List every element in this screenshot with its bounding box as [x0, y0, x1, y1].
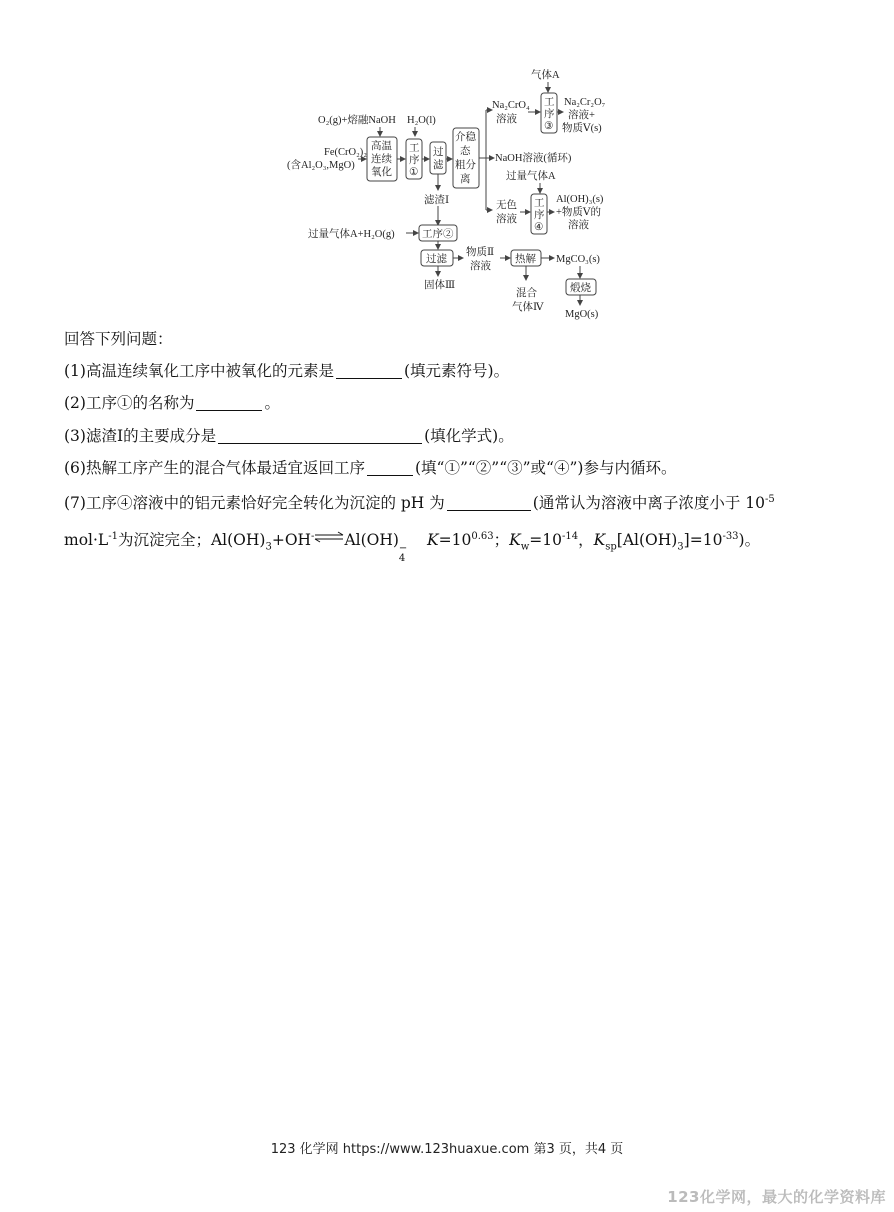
label-meta-3: 粗分	[455, 160, 476, 171]
label-mgco3: MgCO₃(s)	[556, 254, 600, 265]
q3-before: (3)滤渣I的主要成分是	[64, 427, 217, 445]
q7-answer-blank[interactable]	[447, 494, 531, 511]
label-na2cro4: Na₂CrO₄	[492, 100, 530, 111]
q7-k-eq: =10	[438, 531, 472, 550]
q2-answer-blank[interactable]	[196, 394, 262, 411]
q2-after: 。	[264, 394, 280, 412]
q7-k-symbol: K	[427, 531, 439, 550]
q6-before: (6)热解工序产生的混合气体最适宜返回工序	[64, 459, 365, 477]
q7-kw-sub: w	[520, 541, 530, 553]
question-6	[64, 457, 676, 479]
label-na2cr2o7: Na₂Cr₂O₇	[564, 97, 606, 108]
q1-before: (1)高温连续氧化工序中被氧化的元素是	[64, 362, 334, 380]
q7-sub-3: 3	[265, 541, 272, 553]
q7-kw-eq: =10	[529, 531, 562, 550]
label-colorless-sol: 溶液	[496, 214, 517, 225]
q7-kw-exp: -14	[562, 531, 579, 542]
q7-exp-1: -5	[764, 494, 775, 505]
intro-label: 回答下列问题：	[64, 330, 173, 348]
q7-k-exp: 0.63	[471, 531, 494, 542]
label-proc2: 工序②	[422, 229, 454, 240]
label-proc4-2: 序	[534, 210, 545, 221]
label-high-temp-1: 高温	[371, 141, 392, 152]
label-pyrolysis: 热解	[515, 254, 536, 265]
process-flow-diagram	[287, 60, 620, 322]
input-fecro2: Fe(CrO₂)₂	[324, 147, 367, 158]
q1-answer-blank[interactable]	[336, 362, 402, 379]
question-3	[64, 425, 514, 447]
equilibrium-arrow-icon	[314, 531, 344, 543]
label-substance-2-sol: 溶液	[470, 261, 491, 272]
question-7-line-1	[64, 489, 775, 514]
label-proc1-1: 工	[409, 143, 420, 154]
q7-ksp-sub: sp	[605, 541, 617, 553]
q7-ksp-eq: ]=10	[683, 531, 723, 550]
q7-oh-charge: -	[311, 531, 315, 542]
label-proc4-1: 工	[534, 198, 545, 209]
label-proc3-2: 序	[544, 109, 555, 120]
label-meta-2: 态	[460, 146, 471, 157]
q2-before: (2)工序①的名称为	[64, 394, 195, 412]
label-aloh3-sub5: +物质Ⅴ的	[556, 207, 602, 218]
question-7-line-2: $mol\cdot L^{-1}$为沉淀完全；$Al(OH)_3+OH^-$ Al(OH) − 4 $K=10^{0.63}$；$K_w=10^{-14}$，$K_{sp}[Al(OH)_3]=10^{-33}$)。	[64, 531, 761, 565]
label-meta-4: 离	[460, 174, 471, 185]
label-mixed-gas: 混合	[516, 288, 537, 299]
label-proc3-1: 工	[544, 97, 555, 108]
q7-unit-exp: -1	[108, 531, 118, 542]
label-excess-gas-a: 过量气体A	[506, 171, 556, 182]
label-filter2: 过滤	[426, 254, 447, 265]
label-gas-a: 气体A	[531, 70, 560, 81]
label-substance5: 物质Ⅴ(s)	[562, 123, 602, 134]
label-meta-1: 介稳	[455, 132, 476, 143]
label-high-temp-3: 氧化	[371, 167, 392, 178]
question-2	[64, 392, 280, 414]
label-na2cr2o7-sol: 溶液+	[568, 110, 595, 121]
page-footer: 123 化学网 https://www.123huaxue.com 第3 页，共4 页	[270, 1142, 624, 1157]
q7-product: Al(OH)	[344, 531, 399, 550]
label-proc1-2: 序	[409, 155, 420, 166]
q7-product-sub: 4	[398, 553, 406, 565]
label-substance-2: 物质Ⅱ	[466, 247, 495, 258]
label-filter1-1: 过	[433, 147, 444, 158]
q7-before: (7)工序④溶液中的铝元素恰好完全转化为沉淀的 pH 为	[64, 494, 445, 513]
q3-answer-blank[interactable]	[218, 427, 422, 444]
q7-after: (通常认为溶液中离子浓度小于 10	[532, 494, 765, 513]
watermark: 123化学网，最大的化学资料库	[667, 1188, 886, 1206]
label-na2cro4-sol: 溶液	[496, 114, 517, 125]
label-aloh3: Al(OH)₃(s)	[556, 194, 604, 205]
q6-after: (填“①”“②”“③”或“④”)参与内循环。	[414, 459, 677, 477]
q6-answer-blank[interactable]	[367, 459, 413, 476]
input-o2-naoh: O₂(g)+熔融NaOH	[318, 115, 396, 126]
q7-ksp-sub3: 3	[677, 541, 684, 553]
q7-product-charge: −	[398, 543, 408, 555]
label-aloh3-sol: 溶液	[568, 220, 589, 231]
label-solid-3: 固体Ⅲ	[424, 280, 456, 291]
label-excess-gas-h2o: 过量气体A+H₂O(g)	[308, 229, 395, 240]
q7-ksp-end: )。	[738, 531, 761, 550]
q7-kw-symbol: K	[509, 531, 521, 550]
q3-after: (填化学式)。	[424, 427, 514, 445]
q7-ksp-expr: [Al(OH)	[616, 531, 678, 550]
input-fecro2-note: (含Al₂O₃,MgO)	[287, 160, 355, 171]
q7-oh: +OH	[271, 531, 312, 550]
label-mixed-gas-4: 气体Ⅳ	[512, 302, 544, 313]
label-naoh-cycle: NaOH溶液(循环)	[495, 153, 572, 164]
label-colorless: 无色	[496, 200, 517, 211]
label-residue-1: 滤渣Ⅰ	[424, 195, 450, 206]
q7-ksp-exp: -33	[722, 531, 739, 542]
label-proc3-3: ③	[544, 121, 554, 132]
input-h2o: H₂O(l)	[407, 115, 436, 126]
q7-condition: 为沉淀完全；Al(OH)	[117, 531, 266, 550]
label-proc4-3: ④	[534, 222, 544, 233]
label-calcine: 煅烧	[570, 283, 591, 294]
label-filter1-2: 滤	[433, 160, 444, 171]
q1-after: (填元素符号)。	[403, 362, 510, 380]
label-proc1-3: ①	[409, 167, 419, 178]
question-1	[64, 360, 509, 382]
q7-ksp-symbol: K	[593, 531, 606, 550]
intro-text	[64, 328, 173, 350]
label-mgo: MgO(s)	[565, 309, 599, 320]
label-high-temp-2: 连续	[371, 154, 392, 165]
q7-unit: mol·L	[64, 531, 109, 550]
